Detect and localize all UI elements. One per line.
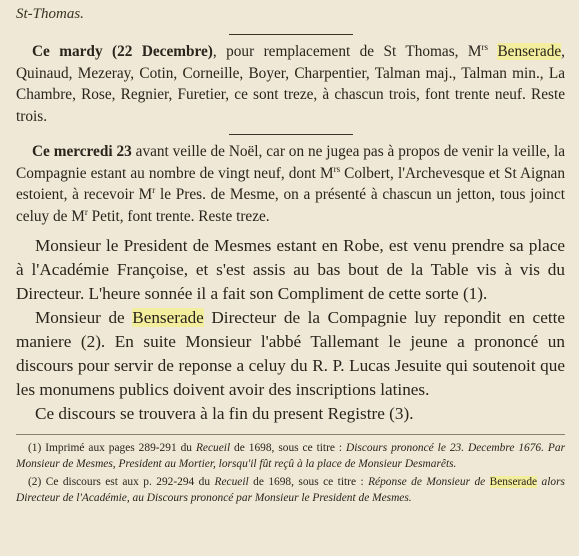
footnote-text: (1) Imprimé aux pages 289-291 du [28,442,196,454]
entry-text: avant veille de Noël, car on ne jugea pas à propos de venir la veille, la Compagnie estant au nombre de vingt neuf, dont M [16,143,565,182]
paragraph-text: Monsieur de [35,308,133,327]
entry-text: Colbert, l'Archevesque et St Aignan estoient, à recevoir M [16,164,565,203]
superscript: r [152,184,156,195]
footnote-italic: Recueil [195,442,231,454]
footnote-italic: Recueil [214,476,249,488]
entry-text: , Quinaud, Mezeray, Cotin, Corneille, Boyer, Charpentier, Talman maj., Talman min., La Chambre, Rose, Regnier, Furetier, ce sont treze, à chascun trois, font trente neuf. Reste trois. [16,43,565,125]
entry-date: Ce mercredi 23 [32,143,132,160]
footnote-text: de 1698, sous ce titre : [248,476,369,488]
section-rule [229,34,353,35]
paragraph-text: Directeur de la Compagnie luy repondit en cette maniere (2). En suite Monsieur l'abbé Tallemant le jeune a prononcé un discours pour servir de reponse a celuy du R. P. Lucas Jesuite qui soutenoit que les monumens publics doivent avoir des inscriptions latines. [16,308,565,399]
footnotes [16,434,565,506]
footnote-text: (2) Ce discours est aux p. 292-294 du [28,476,215,488]
highlighted-name: Benserade [132,308,204,327]
footnote-2 [16,475,565,506]
entry-date: Ce mardy (22 Decembre) [32,43,213,60]
highlighted-name: Benserade [489,476,538,488]
entry-text: le Pres. de Mesme, on a présenté à chascun un jetton, tous joinct celuy de M [16,186,565,225]
entry-text: Petit, font trente. Reste treze. [87,207,270,225]
paragraph-president: Monsieur le President de Mesmes estant en Robe, est venu prendre sa place à l'Académie Françoise, et s'est assis au bas bout de la Table vis à vis du Directeur. L'heure sonnée il a fait son Compliment de cette sorte (1). [16,236,565,303]
section-rule [229,134,353,135]
paragraph-end-note: Ce discours se trouvera à la fin du present Registre (3). [35,404,414,423]
highlighted-name: Benserade [497,43,562,60]
footnote-italic: Réponse de Monsieur de [368,476,490,488]
superscript: rs [333,163,341,174]
entry-text: , pour remplacement de St Thomas, M [212,43,482,60]
running-head: St-Thomas. [16,6,84,22]
register-entry-22-december [16,41,565,127]
footnote-text: de 1698, sous ce titre : [230,442,347,454]
superscript: r [84,206,88,217]
superscript: rs [481,41,489,52]
footnote-1 [16,441,565,472]
paragraph-reply [16,306,565,402]
register-entry-23-december [16,141,565,227]
footnote-italic: alors Directeur de l'Académie, au Discours prononcé par Monsieur le President de Mesmes. [16,476,565,504]
footnote-italic: Discours prononcé le 23. Decembre 1676. Par Monsieur de Mesmes, President au Mortier, lorsqu'il fût reçû à la place de Monsieur Desmarêts. [16,442,565,470]
